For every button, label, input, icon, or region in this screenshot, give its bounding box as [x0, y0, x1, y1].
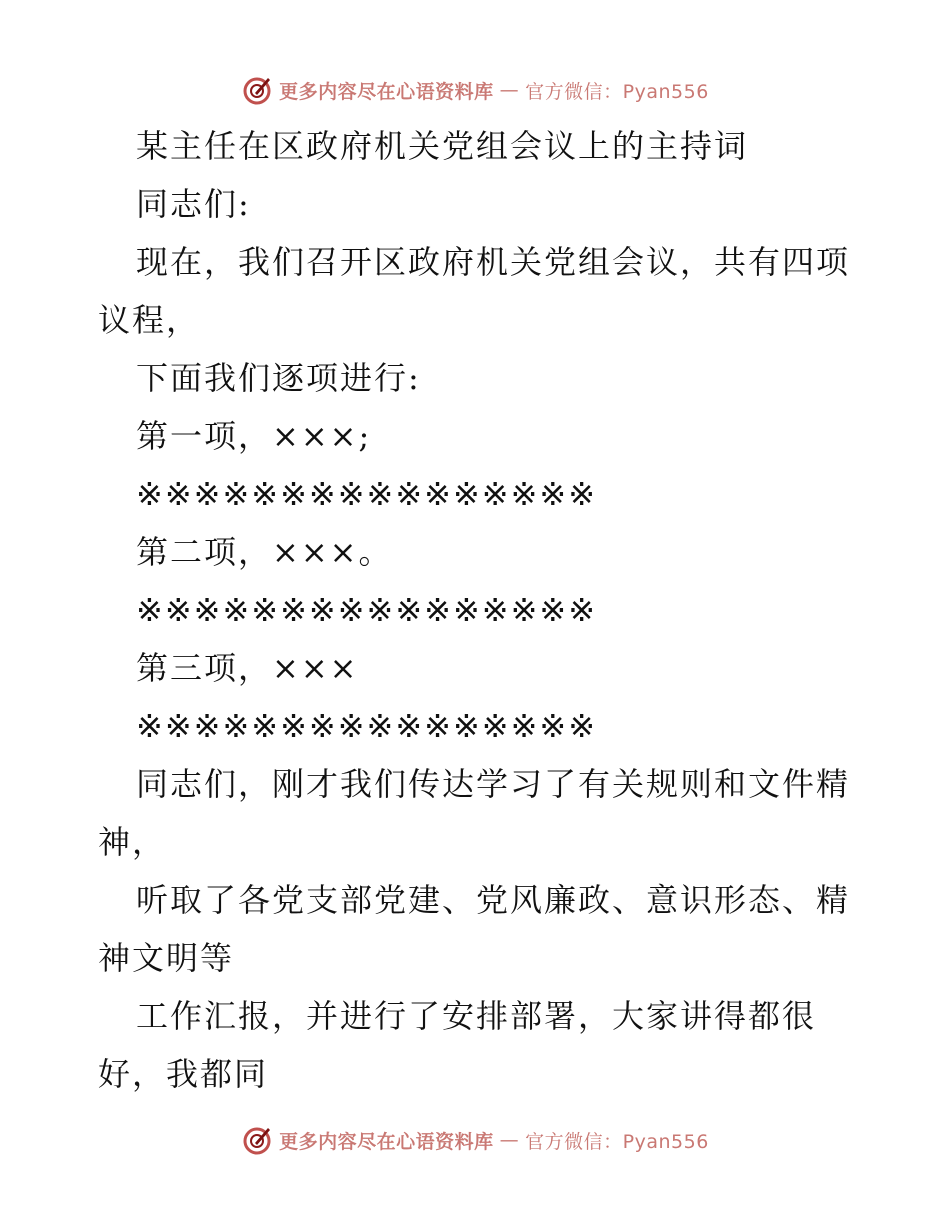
paragraph-line: 议程， [98, 301, 201, 339]
paragraph-line: 现在，我们召开区政府机关党组会议，共有四项 [136, 243, 851, 281]
paragraph-line: 同志们，刚才我们传达学习了有关规则和文件精 [136, 765, 851, 803]
watermark-dash: — [499, 1129, 520, 1151]
header-watermark [0, 70, 950, 110]
footer-watermark [0, 1120, 950, 1160]
document-title: 某主任在区政府机关党组会议上的主持词 [136, 127, 749, 165]
placeholder-line: ※※※※※※※※※※※※※※※※ [136, 591, 597, 629]
agenda-item-3: 第三项，××× [136, 649, 359, 687]
placeholder-line: ※※※※※※※※※※※※※※※※ [136, 475, 597, 513]
agenda-item-1: 第一项，×××; [136, 417, 372, 455]
paragraph-line: 神文明等 [98, 939, 235, 977]
pen-swirl-logo-icon [241, 74, 273, 106]
paragraph-line: 神， [98, 823, 167, 861]
watermark-main-text: 更多内容尽在心语资料库 [279, 80, 494, 103]
paragraph-line: 下面我们逐项进行: [136, 359, 421, 397]
document-body [98, 117, 858, 1103]
paragraph-line: 听取了各党支部党建、党风廉政、意识形态、精 [136, 881, 851, 919]
watermark-wechat-text: 官方微信：Pyan556 [525, 80, 709, 103]
paragraph-line: 工作汇报，并进行了安排部署，大家讲得都很 [136, 997, 817, 1035]
watermark-wechat-text: 官方微信：Pyan556 [525, 1130, 709, 1153]
watermark-main-text: 更多内容尽在心语资料库 [279, 1130, 494, 1153]
watermark-dash: — [499, 79, 520, 101]
agenda-item-2: 第二项，×××。 [136, 533, 393, 571]
placeholder-line: ※※※※※※※※※※※※※※※※ [136, 707, 597, 745]
salutation-line: 同志们: [136, 185, 251, 223]
pen-swirl-logo-icon [241, 1124, 273, 1156]
paragraph-line: 好，我都同 [98, 1055, 269, 1093]
